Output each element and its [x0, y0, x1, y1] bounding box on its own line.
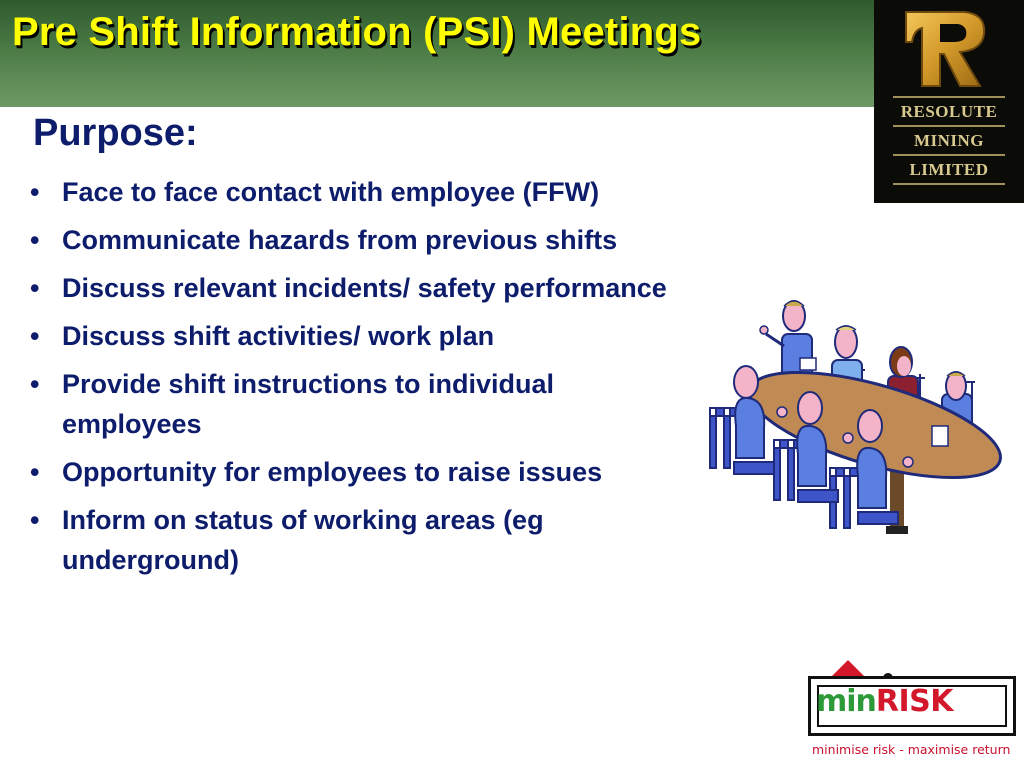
bullet-item — [30, 268, 700, 308]
document-icon — [932, 426, 948, 446]
bullet-text: Discuss relevant incidents/ safety performance — [62, 273, 667, 303]
bullet-item — [30, 220, 700, 260]
logo-word-mining: MINING — [913, 131, 985, 150]
purpose-heading: Purpose: — [33, 112, 198, 154]
bullet-text: Face to face contact with employee (FFW) — [62, 177, 600, 207]
minrisk-logo — [806, 658, 1020, 760]
table-foot — [886, 526, 908, 534]
minrisk-risk-text: RISK — [875, 684, 954, 719]
bullet-item — [30, 452, 700, 492]
purpose-bullet-list — [30, 172, 700, 588]
bullet-text: Communicate hazards from previous shifts — [62, 225, 618, 255]
minrisk-wordmark — [816, 684, 953, 719]
bullet-icon: • — [30, 273, 40, 303]
logo-divider — [893, 183, 1005, 185]
bullet-text: Discuss shift activities/ work plan — [62, 321, 495, 351]
bullet-text: Provide shift instructions to individual employees — [62, 369, 555, 439]
logo-word-limited: LIMITED — [909, 160, 989, 179]
resolute-mining-logo — [874, 0, 1024, 203]
bullet-icon: • — [30, 225, 40, 255]
bullet-text: Inform on status of working areas (eg underground) — [62, 505, 544, 575]
bullet-icon: • — [30, 369, 40, 399]
slide-title: Pre Shift Information (PSI) Meetings — [12, 10, 702, 54]
bullet-text: Opportunity for employees to raise issues — [62, 457, 603, 487]
minrisk-min-text: min — [816, 684, 876, 719]
bullet-icon: • — [30, 457, 40, 487]
bullet-icon: • — [30, 505, 40, 535]
bullet-icon: • — [30, 177, 40, 207]
standing-presenter — [760, 301, 816, 378]
minrisk-tagline: minimise risk - maximise return — [812, 742, 1011, 757]
bullet-item — [30, 364, 700, 444]
bullet-item — [30, 172, 700, 212]
bullet-icon: • — [30, 321, 40, 351]
meeting-table-clipart — [700, 290, 1010, 550]
bullet-item — [30, 500, 700, 580]
logo-word-resolute: RESOLUTE — [900, 102, 998, 121]
title-bar — [0, 0, 874, 107]
bullet-item — [30, 316, 700, 356]
resolute-r-icon — [902, 8, 988, 90]
